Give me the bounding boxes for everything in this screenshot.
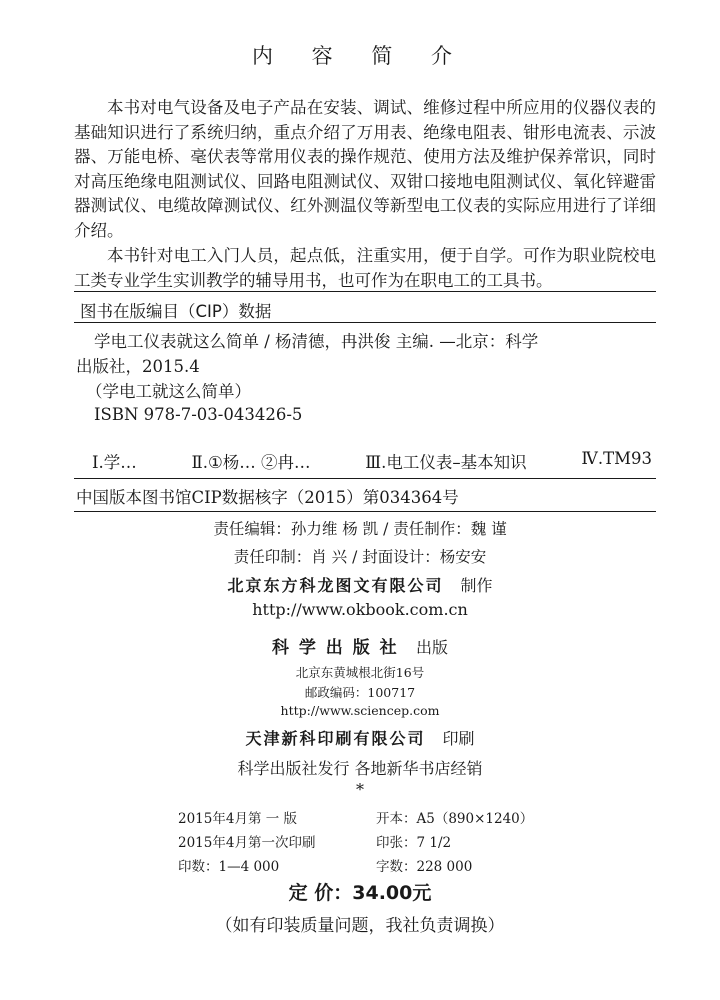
publisher-name: 科 学 出 版 社 (271, 638, 399, 658)
cip-publisher-line: 出版社，2015.4 (76, 357, 200, 376)
divider-classification (74, 478, 656, 479)
classification-item: Ⅱ.①杨… ②冉… (191, 453, 311, 472)
cip-heading: 图书在版编目（CIP）数据 (80, 302, 272, 321)
printer-name: 天津新科印刷有限公司 (245, 729, 426, 748)
intro-paragraph-1: 本书对电气设备及电子产品在安装、调试、维修过程中所应用的仪器仪表的基础知识进行了系统归纳，重点介绍了万用表、绝缘电阻表、钳形电流表、示波器、万能电桥、毫伏表等常用仪表的操作规范、使用方法及维护保养常识，同时对高压绝缘电阻测试仪、回路电阻测试仪、双钳口接地电阻测试仪、氧化锌避雷器测试仪、电缆故障测试仪、红外测温仪等新型电工仪表的实际应用进行了详细介绍。 (74, 98, 656, 240)
separator-star: * (356, 780, 364, 799)
cip-series: （学电工就这么简单） (86, 382, 251, 401)
spec-printing: 2015年4月第一次印刷 (178, 835, 316, 851)
publisher-address: 北京东黄城根北街16号 (295, 665, 425, 680)
printer-role: 印刷 (442, 729, 475, 748)
price: 定 价：34.00元 (288, 882, 432, 904)
spec-edition: 2015年4月第 一 版 (178, 811, 298, 827)
spec-row (178, 831, 533, 855)
printer-line (0, 726, 720, 749)
cip-isbn: ISBN 978-7-03-043426-5 (94, 405, 303, 424)
credits-print-design: 责任印制：肖 兴 / 封面设计：杨安安 (233, 548, 487, 566)
producer-line (0, 573, 720, 596)
classification-item: Ⅲ.电工仪表–基本知识 (365, 453, 527, 472)
cip-classification (92, 449, 652, 473)
publisher-role: 出版 (416, 638, 449, 657)
divider-cip (74, 322, 656, 323)
spec-sheets: 印张：7 1/2 (376, 835, 452, 851)
classification-item: Ⅰ.学… (92, 453, 137, 472)
spec-word-count: 字数：228 000 (376, 859, 473, 875)
divider-top (74, 291, 656, 292)
divider-bottom (74, 511, 656, 512)
spec-row (178, 807, 533, 831)
quality-notice: （如有印装质量问题，我社负责调换） (215, 916, 505, 936)
publisher-postcode: 邮政编码：100717 (304, 685, 416, 700)
publisher-url: http://www.sciencep.com (280, 703, 440, 718)
cip-record: 中国版本图书馆CIP数据核字（2015）第034364号 (76, 488, 459, 507)
spec-format: 开本：A5（890×1240） (376, 811, 534, 827)
page-title: 内 容 简 介 (251, 44, 469, 68)
spec-row (178, 855, 533, 879)
credits-editors: 责任编辑：孙力维 杨 凯 / 责任制作：魏 谨 (213, 520, 507, 538)
publisher-line (0, 633, 720, 658)
classification-item: Ⅳ.TM93 (581, 449, 652, 468)
edition-specs (178, 807, 533, 879)
producer-url: http://www.okbook.com.cn (252, 600, 468, 619)
cip-title-line: 学电工仪表就这么简单 / 杨清德，冉洪俊 主编. —北京：科学 (94, 332, 539, 351)
producer-role: 制作 (460, 576, 493, 595)
distribution-line: 科学出版社发行 各地新华书店经销 (237, 759, 483, 778)
producer-name: 北京东方科龙图文有限公司 (227, 576, 444, 595)
intro-paragraph-2: 本书针对电工入门人员，起点低，注重实用，便于自学。可作为职业院校电工类专业学生实训教学的辅导用书，也可作为在职电工的工具书。 (74, 246, 656, 290)
spec-print-run: 印数：1—4 000 (178, 859, 280, 875)
